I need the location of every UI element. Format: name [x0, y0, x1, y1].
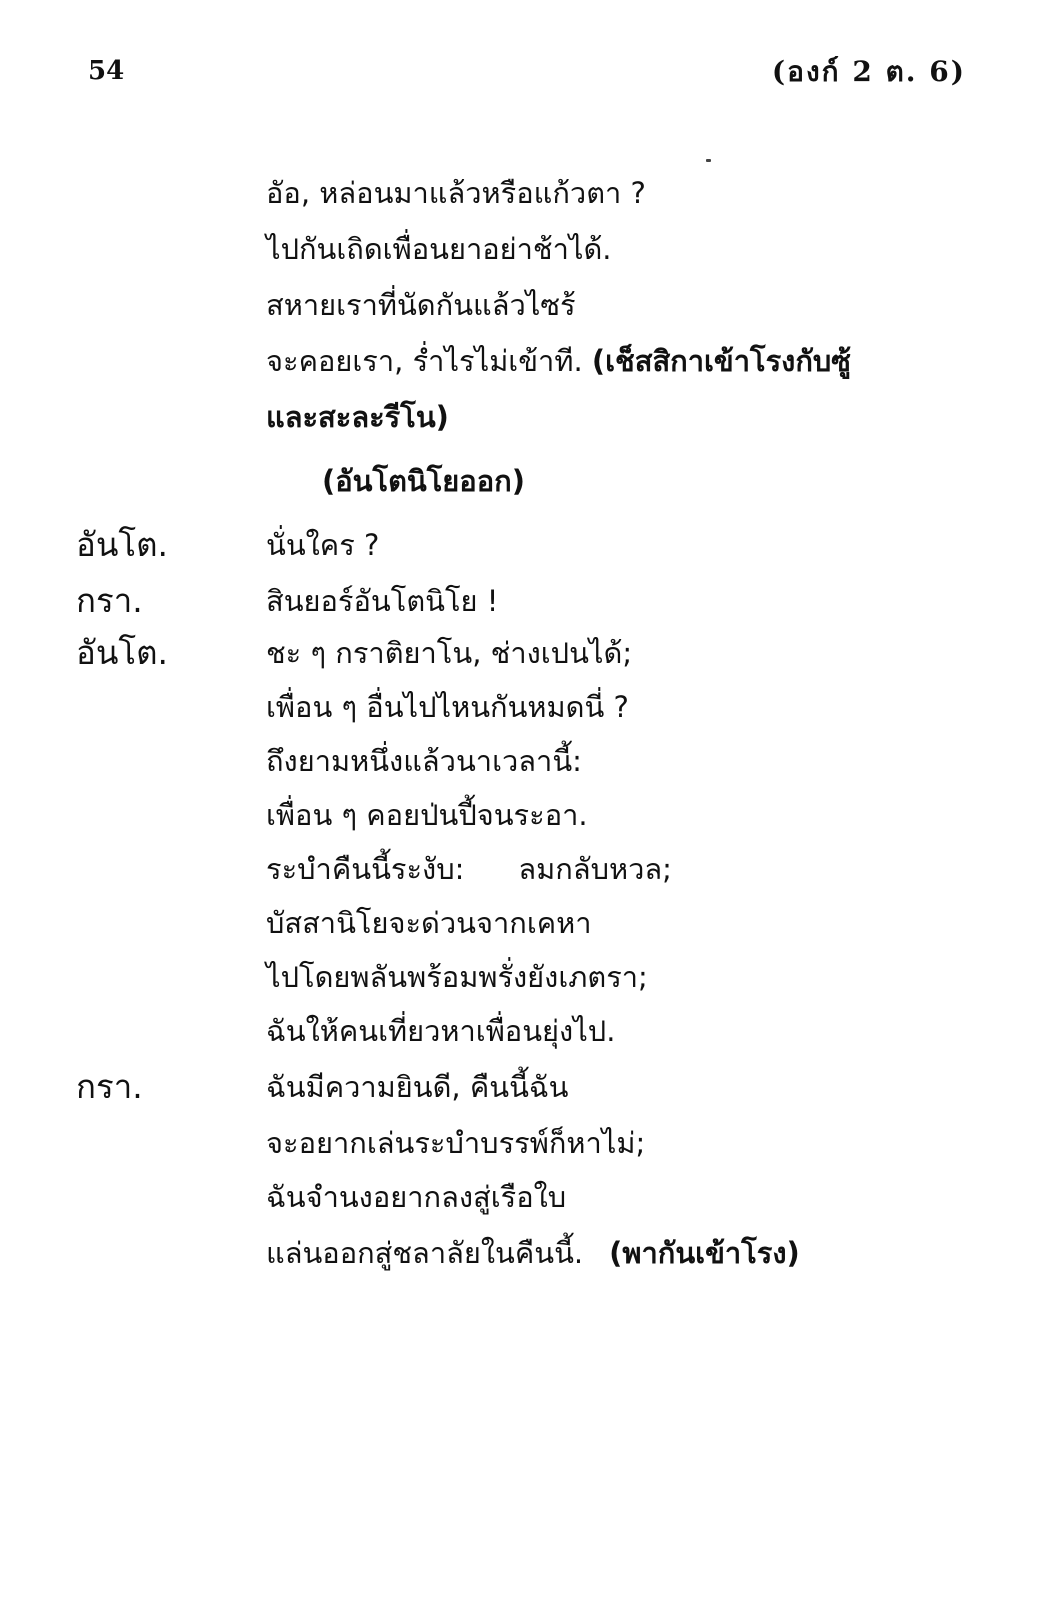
- verse-with-direction: [266, 338, 851, 384]
- verse-two-part: [266, 846, 672, 892]
- verse-line: [0, 734, 1052, 790]
- verse-text: แล่นออกสู่ชลาลัยในคืนนี้.: [266, 1236, 584, 1270]
- print-speck: [706, 159, 711, 162]
- stage-direction-entrance: (อันโตนิโยออก): [322, 464, 525, 498]
- verse-text: ถึงยามหนึ่งแล้วนาเวลานี้:: [266, 744, 582, 778]
- verse-with-direction: [266, 1230, 800, 1276]
- speaker-name: กรา.: [76, 1067, 143, 1106]
- verse-text: ระบำคืนนี้ระงับ:: [266, 852, 465, 886]
- running-head: (องก์ 2 ต. 6): [771, 55, 966, 88]
- speaker-name: อันโต.: [76, 633, 169, 672]
- verse-line: [0, 1170, 1052, 1226]
- verse-text: บัสสานิโยจะด่วนจากเคหา: [266, 906, 592, 940]
- verse-text: ฉันจำนงอยากลงสู่เรือใบ: [266, 1180, 567, 1214]
- verse-text-second: ลมกลับหวล;: [518, 852, 672, 886]
- stage-direction: (เช็สสิกาเข้าโรงกับซู้: [591, 344, 851, 378]
- page-number: 54: [88, 56, 125, 86]
- verse-line: [0, 334, 1052, 390]
- verse-text: ฉันมีความยินดี, คืนนี้ฉัน: [266, 1070, 569, 1104]
- speaker-name: กรา.: [76, 581, 143, 620]
- verse-line: [0, 788, 1052, 844]
- dialogue-line: [0, 518, 1052, 574]
- verse-line: [0, 390, 1052, 446]
- verse-line: [0, 1004, 1052, 1060]
- verse-line: [0, 1226, 1052, 1282]
- verse-line: [0, 842, 1052, 898]
- verse-text: ฉันให้คนเที่ยวหาเพื่อนยุ่งไป.: [266, 1014, 616, 1048]
- verse-line: [0, 222, 1052, 278]
- dialogue-line: [0, 1060, 1052, 1116]
- stage-direction-exit: (พากันเข้าโรง): [609, 1236, 800, 1270]
- stage-direction-line: [0, 454, 1052, 510]
- verse-line: [0, 680, 1052, 736]
- dialogue-line: [0, 626, 1052, 682]
- verse-text: สหายเราที่นัดกันแล้วไซร้: [266, 288, 576, 322]
- stage-direction-continued: และสะละรีโน): [266, 400, 449, 434]
- verse-line: [0, 1116, 1052, 1172]
- speaker-name: อันโต.: [76, 525, 169, 564]
- verse-text: ไปกันเถิดเพื่อนยาอย่าช้าได้.: [266, 232, 612, 266]
- verse-text: สินยอร์อันโตนิโย !: [266, 584, 499, 618]
- verse-text: เพื่อน ๆ อื่นไปไหนกันหมดนี่ ?: [266, 690, 629, 724]
- verse-text: ไปโดยพลันพร้อมพรั่งยังเภตรา;: [266, 960, 648, 994]
- verse-text: ชะ ๆ กราติยาโน, ช่างเปนได้;: [266, 636, 633, 670]
- verse-line: [0, 896, 1052, 952]
- verse-text: จะคอยเรา, ร่ำไรไม่เข้าที.: [266, 344, 583, 378]
- verse-text: อัอ, หล่อนมาแล้วหรือแก้วตา ?: [266, 176, 646, 210]
- verse-line: [0, 166, 1052, 222]
- verse-text: นั่นใคร ?: [266, 528, 380, 562]
- verse-text: เพื่อน ๆ คอยป่นปี้จนระอา.: [266, 798, 588, 832]
- verse-line: [0, 950, 1052, 1006]
- verse-text: จะอยากเล่นระบำบรรพ์ก็หาไม่;: [266, 1126, 646, 1160]
- verse-line: [0, 278, 1052, 334]
- dialogue-line: [0, 574, 1052, 630]
